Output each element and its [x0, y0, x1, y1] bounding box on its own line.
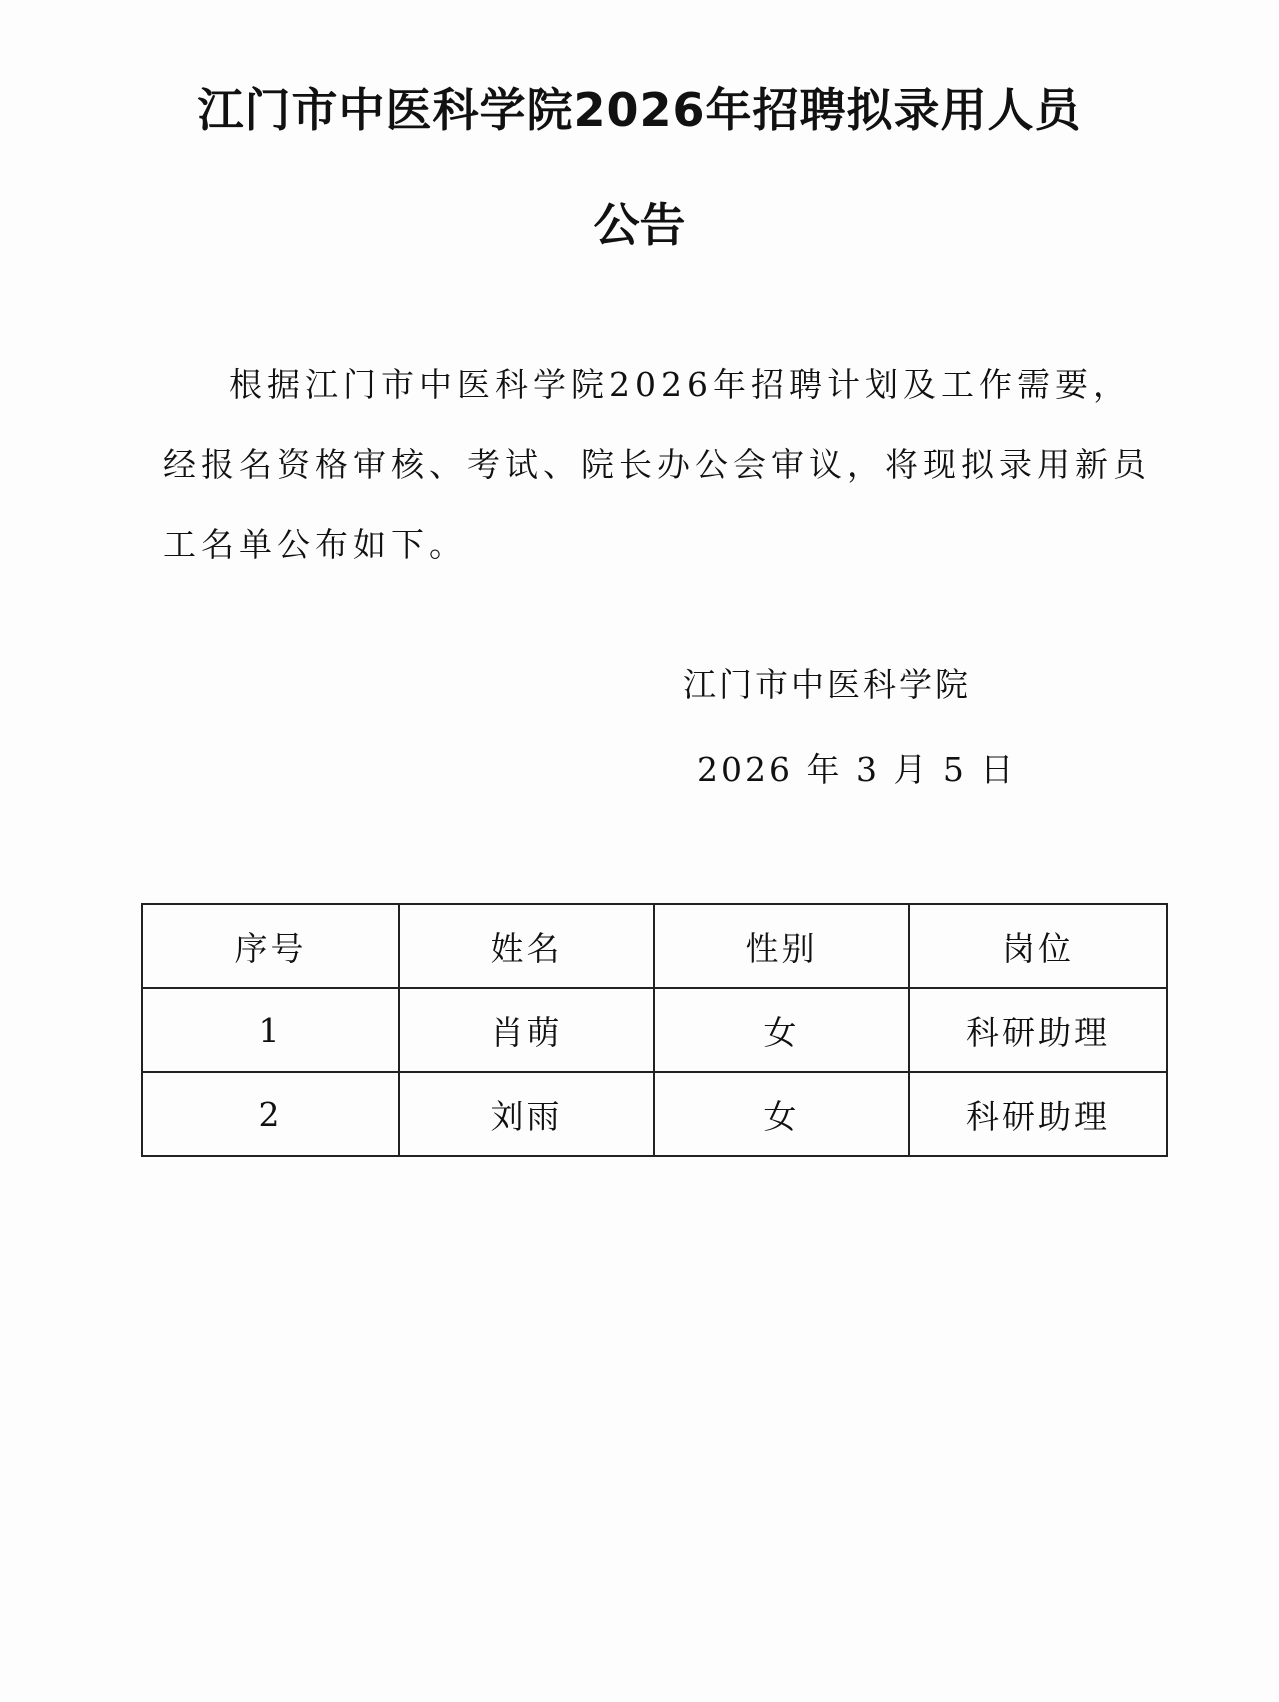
- cell-serial-number: 1: [142, 988, 399, 1072]
- cell-serial-number: 2: [142, 1072, 399, 1156]
- cell-gender: 女: [654, 988, 909, 1072]
- header-gender: 性别: [654, 904, 909, 988]
- table-row: [142, 1072, 1167, 1156]
- announcement-paragraph: 根据江门市中医科学院2026年招聘计划及工作需要，经报名资格审核、考试、院长办公会审议，将现拟录用新员工名单公布如下。: [163, 365, 1151, 564]
- table-header-row: [142, 904, 1167, 988]
- document-title-suffix: 公告: [593, 198, 686, 252]
- issue-date: 2026 年 3 月 5 日: [697, 750, 1017, 789]
- header-serial-number: 序号: [142, 904, 399, 988]
- header-name: 姓名: [399, 904, 654, 988]
- cell-gender: 女: [654, 1072, 909, 1156]
- table-row: [142, 988, 1167, 1072]
- issuer-signature: 江门市中医科学院: [683, 665, 971, 704]
- header-position: 岗位: [909, 904, 1167, 988]
- hire-list-table: [141, 903, 1168, 1157]
- cell-name: 肖萌: [399, 988, 654, 1072]
- cell-name: 刘雨: [399, 1072, 654, 1156]
- cell-position: 科研助理: [909, 1072, 1167, 1156]
- cell-position: 科研助理: [909, 988, 1167, 1072]
- document-title: 江门市中医科学院2026年招聘拟录用人员: [197, 83, 1082, 137]
